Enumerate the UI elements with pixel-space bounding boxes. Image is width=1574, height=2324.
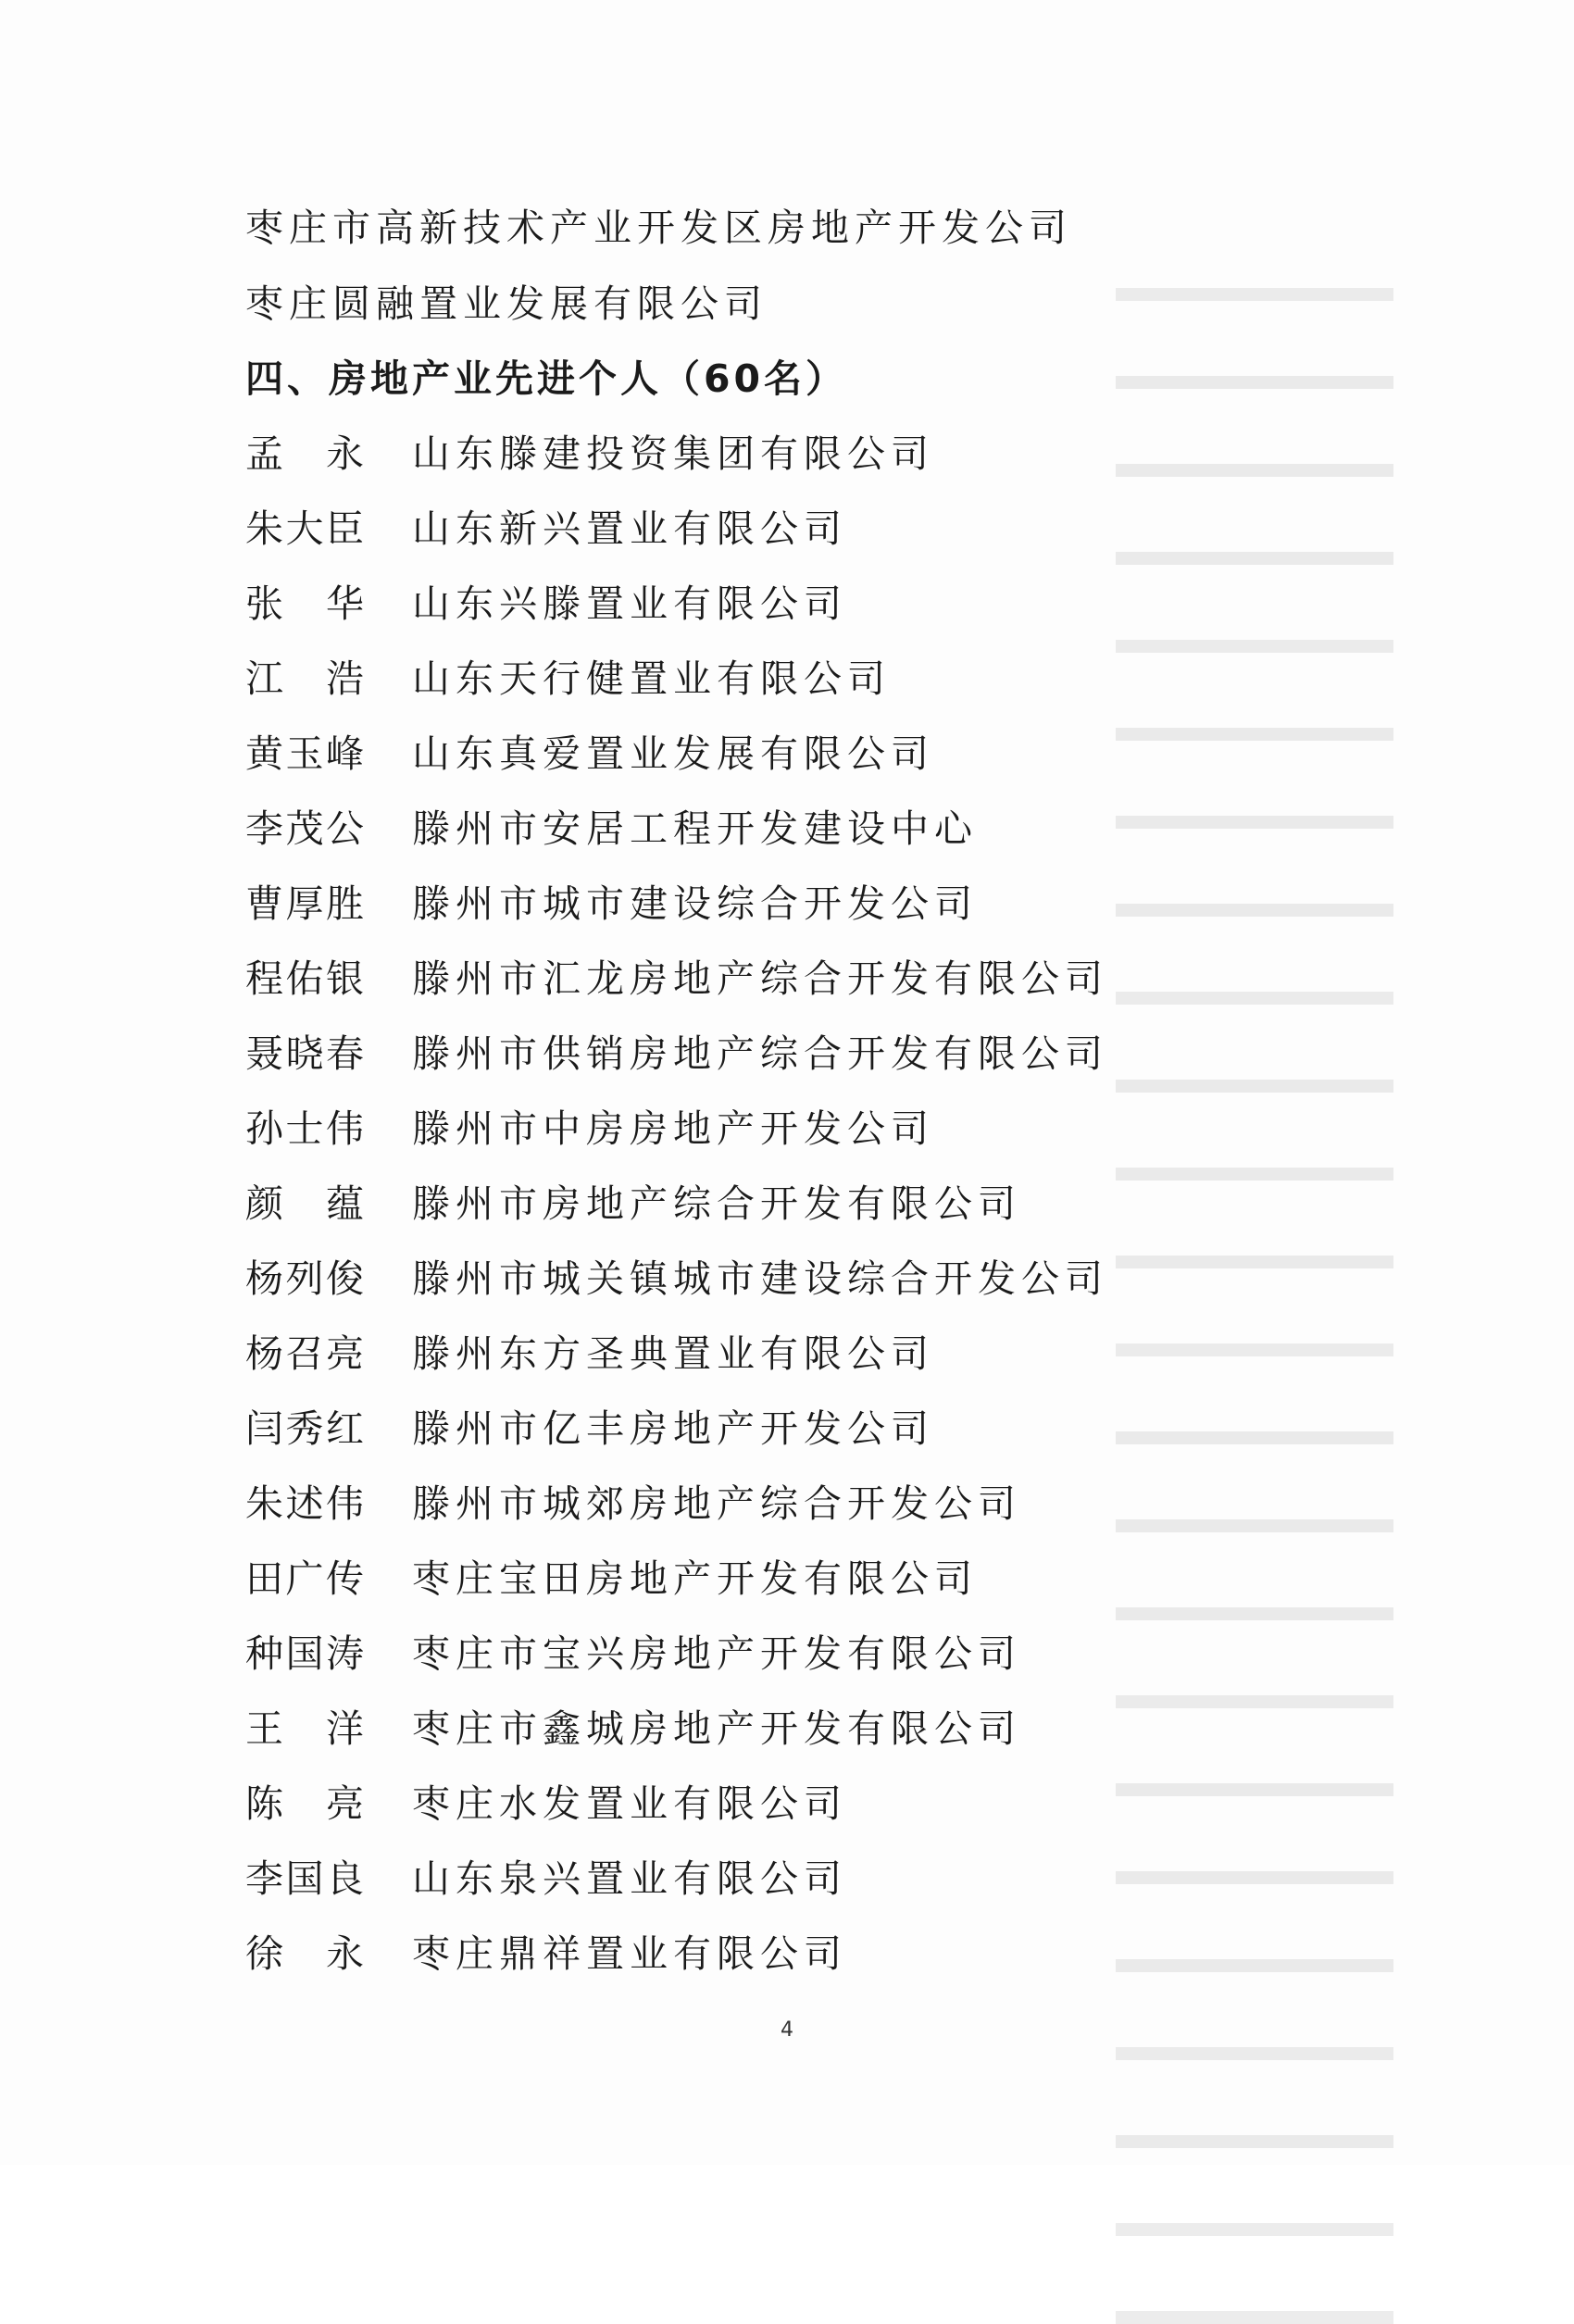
person-row — [245, 1853, 847, 1905]
person-row — [245, 1103, 934, 1155]
person-name: 程佑银 — [245, 956, 366, 1001]
person-name: 孙士伟 — [245, 1106, 366, 1151]
person-row — [245, 1778, 847, 1830]
person-name: 陈亮 — [245, 1781, 366, 1826]
company-line: 枣庄市高新技术产业开发区房地产开发公司 — [245, 206, 1072, 250]
person-organization: 滕州市城郊房地产综合开发公司 — [412, 1481, 1021, 1526]
person-row — [245, 1628, 1021, 1680]
person-name: 田广传 — [245, 1556, 366, 1601]
person-organization: 山东兴滕置业有限公司 — [412, 581, 847, 626]
page-number: 4 — [781, 2018, 793, 2042]
person-row — [245, 1253, 1108, 1305]
person-row — [245, 653, 891, 705]
person-row — [245, 578, 847, 630]
person-row — [245, 1478, 1021, 1530]
person-row — [245, 1703, 1021, 1755]
person-organization: 滕州市安居工程开发建设中心 — [412, 806, 978, 851]
person-name: 李茂公 — [245, 806, 366, 851]
person-row — [245, 1553, 978, 1605]
person-row — [245, 728, 934, 780]
section-heading: 四、房地产业先进个人（60名） — [245, 356, 848, 401]
person-name: 种国涛 — [245, 1631, 366, 1676]
person-name: 杨召亮 — [245, 1331, 366, 1376]
person-row — [245, 503, 847, 555]
person-row — [245, 803, 978, 855]
person-name: 王洋 — [245, 1706, 366, 1751]
person-name: 朱述伟 — [245, 1481, 366, 1526]
person-organization: 山东滕建投资集团有限公司 — [412, 431, 934, 476]
person-row — [245, 1178, 1021, 1230]
person-organization: 滕州市中房房地产开发公司 — [412, 1106, 934, 1151]
person-organization: 滕州市亿丰房地产开发公司 — [412, 1406, 934, 1451]
person-organization: 枣庄市鑫城房地产开发有限公司 — [412, 1706, 1021, 1751]
person-organization: 滕州市城关镇城市建设综合开发公司 — [412, 1256, 1108, 1301]
person-organization: 滕州市供销房地产综合开发有限公司 — [412, 1031, 1108, 1076]
person-row — [245, 1028, 1108, 1080]
person-row — [245, 1328, 934, 1380]
person-organization: 枣庄水发置业有限公司 — [412, 1781, 847, 1826]
person-row — [245, 1403, 934, 1455]
person-organization: 枣庄鼎祥置业有限公司 — [412, 1931, 847, 1976]
person-name: 颜蕴 — [245, 1181, 366, 1226]
person-organization: 枣庄宝田房地产开发有限公司 — [412, 1556, 978, 1601]
person-name: 张华 — [245, 581, 366, 626]
person-name: 聂晓春 — [245, 1031, 366, 1076]
person-row — [245, 428, 934, 480]
person-organization: 山东真爱置业发展有限公司 — [412, 731, 934, 776]
person-organization: 山东新兴置业有限公司 — [412, 506, 847, 551]
person-name: 徐永 — [245, 1931, 366, 1976]
company-line: 枣庄圆融置业发展有限公司 — [245, 281, 768, 326]
reverse-side-show-through — [1116, 213, 1393, 2018]
person-name: 朱大臣 — [245, 506, 366, 551]
person-organization: 滕州市城市建设综合开发公司 — [412, 881, 978, 926]
person-name: 孟永 — [245, 431, 366, 476]
person-organization: 枣庄市宝兴房地产开发有限公司 — [412, 1631, 1021, 1676]
person-name: 杨列俊 — [245, 1256, 366, 1301]
person-organization: 滕州市汇龙房地产综合开发有限公司 — [412, 956, 1108, 1001]
person-row — [245, 1928, 847, 1980]
person-name: 江浩 — [245, 656, 366, 701]
person-name: 曹厚胜 — [245, 881, 366, 926]
person-organization: 滕州东方圣典置业有限公司 — [412, 1331, 934, 1376]
person-name: 李国良 — [245, 1856, 366, 1901]
person-row — [245, 953, 1108, 1005]
person-name: 黄玉峰 — [245, 731, 366, 776]
person-row — [245, 878, 978, 930]
person-organization: 滕州市房地产综合开发有限公司 — [412, 1181, 1021, 1226]
person-organization: 山东泉兴置业有限公司 — [412, 1856, 847, 1901]
person-organization: 山东天行健置业有限公司 — [412, 656, 891, 701]
person-name: 闫秀红 — [245, 1406, 366, 1451]
